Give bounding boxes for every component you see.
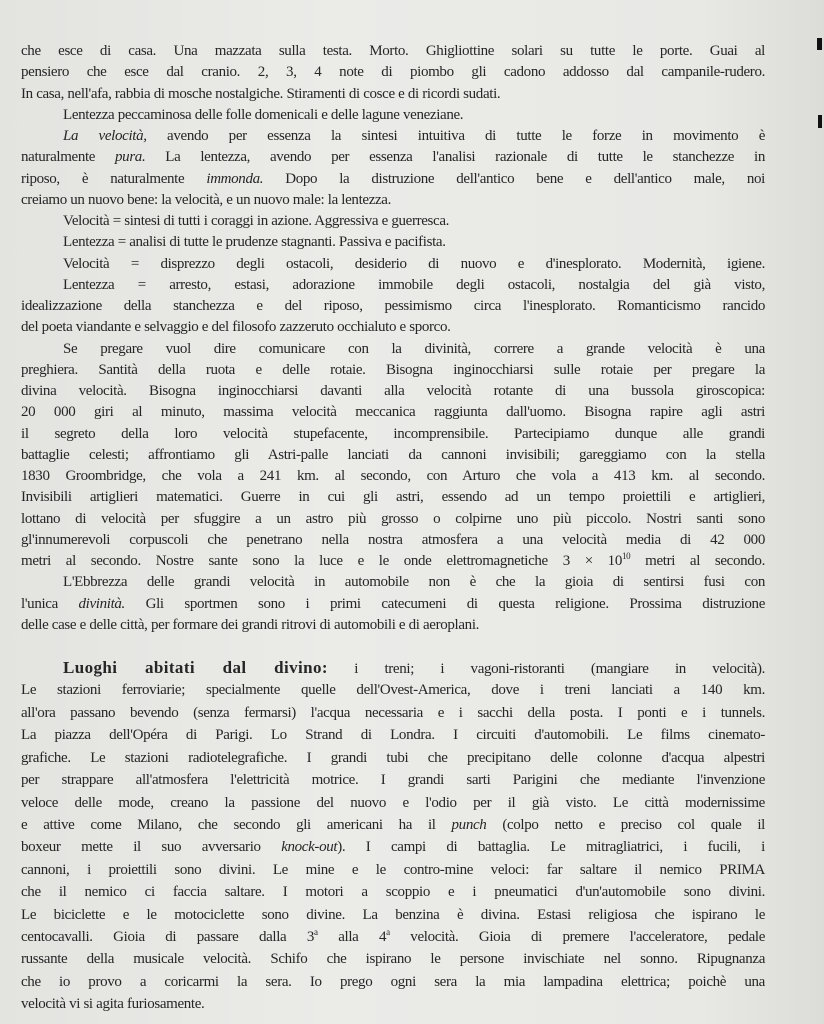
text-segment: avendo per essenza la sintesi intuitiva di tutte le forze in movimento è — [146, 128, 765, 144]
text-segment: La piazza dell'Opéra di Parigi. Lo Strand di Londra. I circuiti d'automobili. Le films cinemato- — [21, 727, 765, 744]
text-segment: metri al secondo. Nostre sante sono la luce e le onde elettromagnetiche 3 × 10 — [21, 553, 622, 569]
text-line — [21, 509, 765, 530]
text-line — [21, 190, 765, 211]
text-segment: gl'innumerevoli corpuscoli che penetrano nella nostra atmosfera a una velocità media di 42 000 — [21, 531, 765, 548]
text-line — [21, 702, 765, 724]
text-line — [21, 551, 765, 572]
text-segment: divina velocità. Bisogna inginocchiarsi davanti alla velocità rotante di una bussola giroscopica: — [21, 383, 765, 399]
text-line — [21, 926, 765, 948]
text-line — [21, 836, 765, 858]
text-segment: riposo, è naturalmente — [21, 170, 207, 187]
text-segment: battaglie celesti; affrontiamo gli Astri-palle lanciati da cannoni invisibili; gareggiamo con la stella — [21, 446, 765, 463]
text-line — [21, 232, 765, 253]
text-line — [21, 530, 765, 551]
text-line — [21, 211, 765, 232]
text-line — [21, 296, 765, 317]
text-line — [21, 169, 765, 190]
text-segment: l'unica — [21, 595, 79, 612]
text-segment: che esce di casa. Una mazzata sulla testa. Morto. Ghigliottine solari su tutte le porte. Guai al — [21, 43, 765, 59]
text-line — [21, 881, 765, 903]
text-line — [21, 993, 765, 1015]
text-segment: velocità. Gioia di premere l'acceleratore, pedale — [389, 929, 766, 946]
text-segment: La lentezza, avendo per essenza l'analisi razionale di tutte le stanchezze in — [145, 149, 765, 166]
text-segment: L'Ebbrezza delle grandi velocità in automobile non è che la gioia di sentirsi fusi con — [63, 574, 765, 591]
text-segment: alla 4 — [317, 929, 387, 946]
italic-text: La velocità, — [63, 128, 147, 144]
text-line — [21, 41, 765, 62]
text-line — [21, 594, 765, 615]
text-line — [21, 126, 765, 147]
text-segment: preghiera. Santità della ruota e delle rotaie. Bisogna inginocchiarsi sulle rotaie per pregare la — [21, 361, 765, 378]
superscript: a — [314, 927, 318, 938]
text-line — [21, 62, 765, 83]
text-segment: Le biciclette e le motociclette sono divine. La benzina è divina. Estasi religiosa che ispirano le — [21, 906, 765, 923]
section-heading: Luoghi abitati dal divino: — [63, 658, 328, 677]
text-segment: Dopo la distruzione dell'antico bene e dell'antico male, noi — [263, 170, 765, 187]
text-line — [21, 615, 765, 636]
text-line — [21, 904, 765, 926]
text-segment: (colpo netto e preciso col quale il — [486, 816, 765, 833]
superscript: 10 — [621, 551, 631, 561]
text-line — [21, 402, 765, 423]
text-segment: Se pregare vuol dire comunicare con la divinità, correre a grande velocità è una — [63, 340, 765, 357]
text-segment: boxeur mette il suo avversario — [21, 839, 282, 856]
text-line — [21, 275, 765, 296]
text-line — [21, 859, 765, 881]
text-line — [21, 487, 765, 508]
text-segment: lottano di velocità per sfuggire a un astro più grosso o colpirne uno più piccolo. Nostri santi sono — [21, 510, 765, 527]
text-segment: metri al secondo. — [630, 553, 765, 569]
text-line — [21, 424, 765, 445]
italic-text: immonda. — [206, 170, 264, 187]
text-segment: grafiche. Le stazioni radiotelegrafiche. I grandi tubi che precipitano delle colonne d'acqua alpestri — [21, 749, 765, 766]
text-segment: In casa, nell'afa, rabbia di mosche nostalgiche. Stiramenti di cosce e di ricordi sudati. — [21, 85, 501, 102]
italic-text: knock-out — [281, 839, 338, 856]
text-segment: ). I campi di battaglia. Le mitragliatrici, i fucili, i — [337, 839, 765, 856]
text-segment: pensiero che esce dal cranio. 2, 3, 4 note di piombo gli cadono addosso dal campanile-rudero. — [21, 64, 765, 81]
superscript: a — [386, 927, 390, 938]
text-line — [21, 466, 765, 487]
edge-mark — [817, 38, 822, 50]
text-line — [21, 572, 765, 593]
text-line — [21, 792, 765, 814]
text-segment: Le stazioni ferroviarie; specialmente quelle dell'Ovest-America, dove i treni lanciati a 140 km. — [21, 682, 765, 699]
text-segment: naturalmente — [21, 149, 116, 166]
text-line — [21, 679, 765, 701]
text-block-luoghi-abitati — [21, 657, 765, 1016]
text-segment: che io provo a coricarmi la sera. Io prego ogni sera la mia lampadina elettrica; poichè una — [21, 973, 765, 990]
text-segment: veloce delle mode, creano la passione del nuovo e l'odio per il già visto. Le città modernissime — [21, 794, 765, 811]
text-line — [21, 445, 765, 466]
edge-mark — [818, 115, 822, 128]
text-segment: Lentezza = arresto, estasi, adorazione immobile degli ostacoli, nostalgia del già visto, — [63, 276, 765, 293]
text-segment: per strappare all'atmosfera l'elettricità motrice. I grandi sarti Parigini che mediante l'invenzione — [21, 772, 765, 789]
text-segment: Invisibili artiglieri matematici. Guerre in cui gli astri, essendo ad un tempo proiettili e artiglieri, — [21, 489, 765, 506]
text-segment: centocavalli. Gioia di passare dalla 3 — [21, 929, 315, 946]
text-segment: Velocità = sintesi di tutti i coraggi in azione. Aggressiva e guerresca. — [63, 213, 450, 229]
text-line — [21, 339, 765, 360]
text-segment: i treni; i vagoni-ristoranti (mangiare in velocità). — [327, 661, 765, 677]
text-segment: il segreto della loro velocità stupefacente, incomprensibile. Partecipiamo dunque alle grandi — [21, 425, 765, 442]
text-line — [21, 105, 765, 126]
text-line — [21, 747, 765, 769]
text-segment: Lentezza = analisi di tutte le prudenze stagnanti. Passiva e pacifista. — [63, 234, 446, 251]
text-line — [21, 317, 765, 338]
text-segment: velocità vi si agita furiosamente. — [21, 996, 205, 1013]
text-segment: russante della musicale velocità. Schifo che ispirano le persone invischiate nel sonno. Ripugnanza — [21, 951, 765, 968]
text-segment: delle case e delle città, per formare dei grandi ritrovi di automobili e di aeroplani. — [21, 616, 480, 633]
text-block-velocita — [21, 41, 765, 636]
text-line — [21, 769, 765, 791]
text-segment: Gli sportmen sono i primi catecumeni di questa religione. Prossima distruzione — [124, 595, 765, 612]
text-segment: idealizzazione della stanchezza e del riposo, pessimismo circa l'inesplorato. Romanticismo rancido — [21, 298, 765, 314]
text-line — [21, 657, 765, 679]
italic-text: divinità. — [78, 595, 125, 612]
text-segment: cannoni, i proiettili sono divini. Le mine e le contro-mine veloci: far saltare il nemico PRIMA — [21, 861, 765, 878]
text-segment: 20 000 giri al minuto, massima velocità meccanica raggiunta dall'uomo. Bisogna rapire agli astri — [21, 404, 765, 421]
text-line — [21, 814, 765, 836]
text-line — [21, 360, 765, 381]
text-segment: Velocità = disprezzo degli ostacoli, desiderio di nuovo e d'inesplorato. Modernità, igiene. — [63, 255, 765, 272]
text-line — [21, 948, 765, 970]
text-segment: e attive come Milano, che secondo gli americani ha il — [21, 816, 452, 833]
text-segment: del poeta viandante e selvaggio e del filosofo zazzeruto occhialuto e sporco. — [21, 319, 451, 336]
text-segment: che il nemico ci faccia saltare. I motori a scoppio e i pneumatici d'un'automobile sono divini. — [21, 884, 765, 901]
text-line — [21, 147, 765, 168]
text-line — [21, 724, 765, 746]
text-segment: all'ora passano bevendo (senza fermarsi) l'acqua necessaria e i sacchi della posta. I ponti e i tunnels. — [21, 704, 765, 721]
text-line — [21, 84, 765, 105]
text-line — [21, 381, 765, 402]
text-line — [21, 254, 765, 275]
text-segment: Lentezza peccaminosa delle folle domenicali e delle lagune veneziane. — [63, 106, 464, 123]
text-segment: creiamo un nuovo bene: la velocità, e un nuovo male: la lentezza. — [21, 191, 392, 208]
italic-text: pura. — [115, 149, 146, 166]
text-segment: 1830 Groombridge, che vola a 241 km. al secondo, con Arturo che vola a 413 km. al secondo. — [21, 468, 765, 484]
text-line — [21, 971, 765, 993]
italic-text: punch — [451, 816, 487, 833]
